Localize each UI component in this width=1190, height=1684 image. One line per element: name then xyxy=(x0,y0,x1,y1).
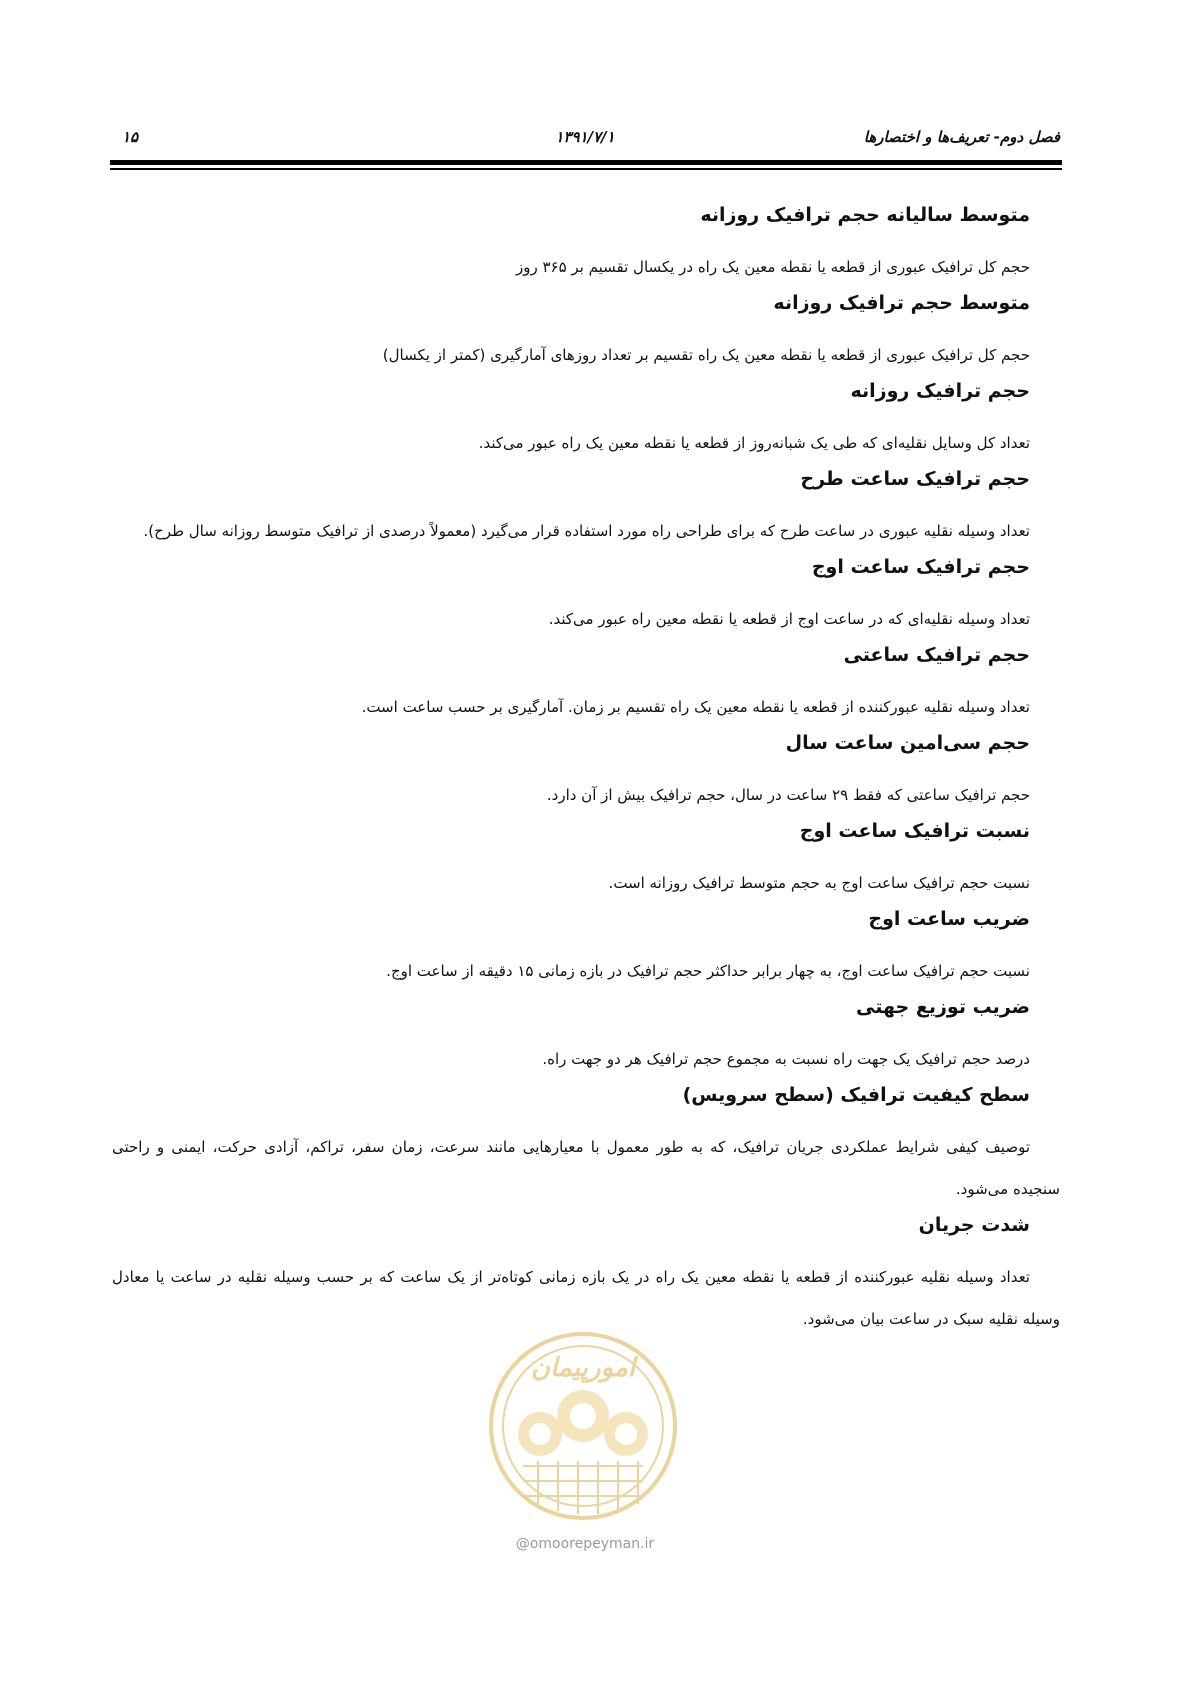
definition-title: نسبت ترافیک ساعت اوج xyxy=(799,820,1030,842)
definition-text: حجم ترافیک ساعتی که فقط ۲۹ ساعت در سال، حجم ترافیک بیش از آن دارد. xyxy=(546,786,1030,804)
definition-text: تعداد کل وسایل نقلیه‌ای که طی یک شبانه‌روز از قطعه یا نقطه معین یک راه عبور می‌کند. xyxy=(478,434,1030,452)
definition-entry xyxy=(112,1080,1060,1210)
definition-text: توصیف کیفی شرایط عملکردی جریان ترافیک، که به طور معمول با معیارهایی مانند سرعت، زمان سفر، تراکم، آزادی حرکت، ایمنی و راحتی سنجیده می‌شود. xyxy=(112,1138,1060,1198)
definition-entry xyxy=(112,464,1060,552)
definition-entry xyxy=(112,376,1060,464)
definition-text: حجم کل ترافیک عبوری از قطعه یا نقطه معین یک راه در یکسال تقسیم بر ۳۶۵ روز xyxy=(515,258,1030,276)
definition-text: درصد حجم ترافیک یک جهت راه نسبت به مجموع حجم ترافیک هر دو جهت راه. xyxy=(542,1050,1030,1068)
definition-entry xyxy=(112,200,1060,288)
watermark-logo xyxy=(478,1316,688,1526)
header-rule-thick xyxy=(110,160,1062,165)
definition-text: تعداد وسیله نقلیه عبورکننده از قطعه یا نقطه معین یک راه در یک بازه زمانی کوتاه‌تر از یک ساعت که بر حسب وسیله نقلیه در ساعت یا معادل وسیله نقلیه سبک در ساعت بیان می‌شود. xyxy=(112,1268,1060,1328)
definitions-list xyxy=(112,200,1060,1340)
header-rule-thin xyxy=(110,168,1062,170)
definition-entry xyxy=(112,552,1060,640)
definition-title: شدت جریان xyxy=(918,1214,1030,1236)
page-number: ۱۵ xyxy=(122,128,139,146)
definition-entry xyxy=(112,288,1060,376)
definition-text: تعداد وسیله نقلیه‌ای که در ساعت اوج از قطعه یا نقطه معین راه عبور می‌کند. xyxy=(548,610,1030,628)
definition-title: متوسط حجم ترافیک روزانه xyxy=(773,292,1030,314)
header-date: ۱۳۹۱/۷/۱ xyxy=(555,128,615,146)
definition-text: تعداد وسیله نقلیه عبورکننده از قطعه یا نقطه معین یک راه تقسیم بر زمان. آمارگیری بر حسب ساعت است. xyxy=(361,698,1030,716)
definition-title: ضریب توزیع جهتی xyxy=(856,996,1030,1018)
definition-title: حجم ترافیک ساعتی xyxy=(843,644,1030,666)
definition-entry xyxy=(112,728,1060,816)
definition-text: نسبت حجم ترافیک ساعت اوج به حجم متوسط ترافیک روزانه است. xyxy=(608,874,1030,892)
watermark-logo-text: امورپیمان xyxy=(530,1353,636,1383)
definition-entry xyxy=(112,992,1060,1080)
chapter-title: فصل دوم- تعریف‌ها و اختصارها xyxy=(863,128,1060,146)
definition-title: ضریب ساعت اوج xyxy=(868,908,1030,930)
definition-text: نسبت حجم ترافیک ساعت اوج، به چهار برابر حداکثر حجم ترافیک در بازه زمانی ۱۵ دقیقه از ساعت اوج. xyxy=(386,962,1030,980)
definition-entry xyxy=(112,640,1060,728)
definition-title: حجم ترافیک روزانه xyxy=(850,380,1030,402)
definition-text: تعداد وسیله نقلیه عبوری در ساعت طرح که برای طراحی راه مورد استفاده قرار می‌گیرد (معمولاً درصدی از ترافیک متوسط روزانه سال طرح). xyxy=(143,522,1030,540)
definition-title: سطح کیفیت ترافیک (سطح سرویس) xyxy=(682,1084,1030,1106)
page-header xyxy=(110,128,1060,152)
definition-entry xyxy=(112,904,1060,992)
definition-title: حجم ترافیک ساعت اوج xyxy=(811,556,1030,578)
definition-text: حجم کل ترافیک عبوری از قطعه یا نقطه معین یک راه تقسیم بر تعداد روزهای آمارگیری (کمتر از یکسال) xyxy=(382,346,1030,364)
definition-title: متوسط سالیانه حجم ترافیک روزانه xyxy=(700,204,1030,226)
definition-title: حجم سی‌امین ساعت سال xyxy=(785,732,1030,754)
definition-title: حجم ترافیک ساعت طرح xyxy=(800,468,1030,490)
watermark-url: @omoorepeyman.ir xyxy=(515,1536,655,1552)
definition-entry xyxy=(112,816,1060,904)
